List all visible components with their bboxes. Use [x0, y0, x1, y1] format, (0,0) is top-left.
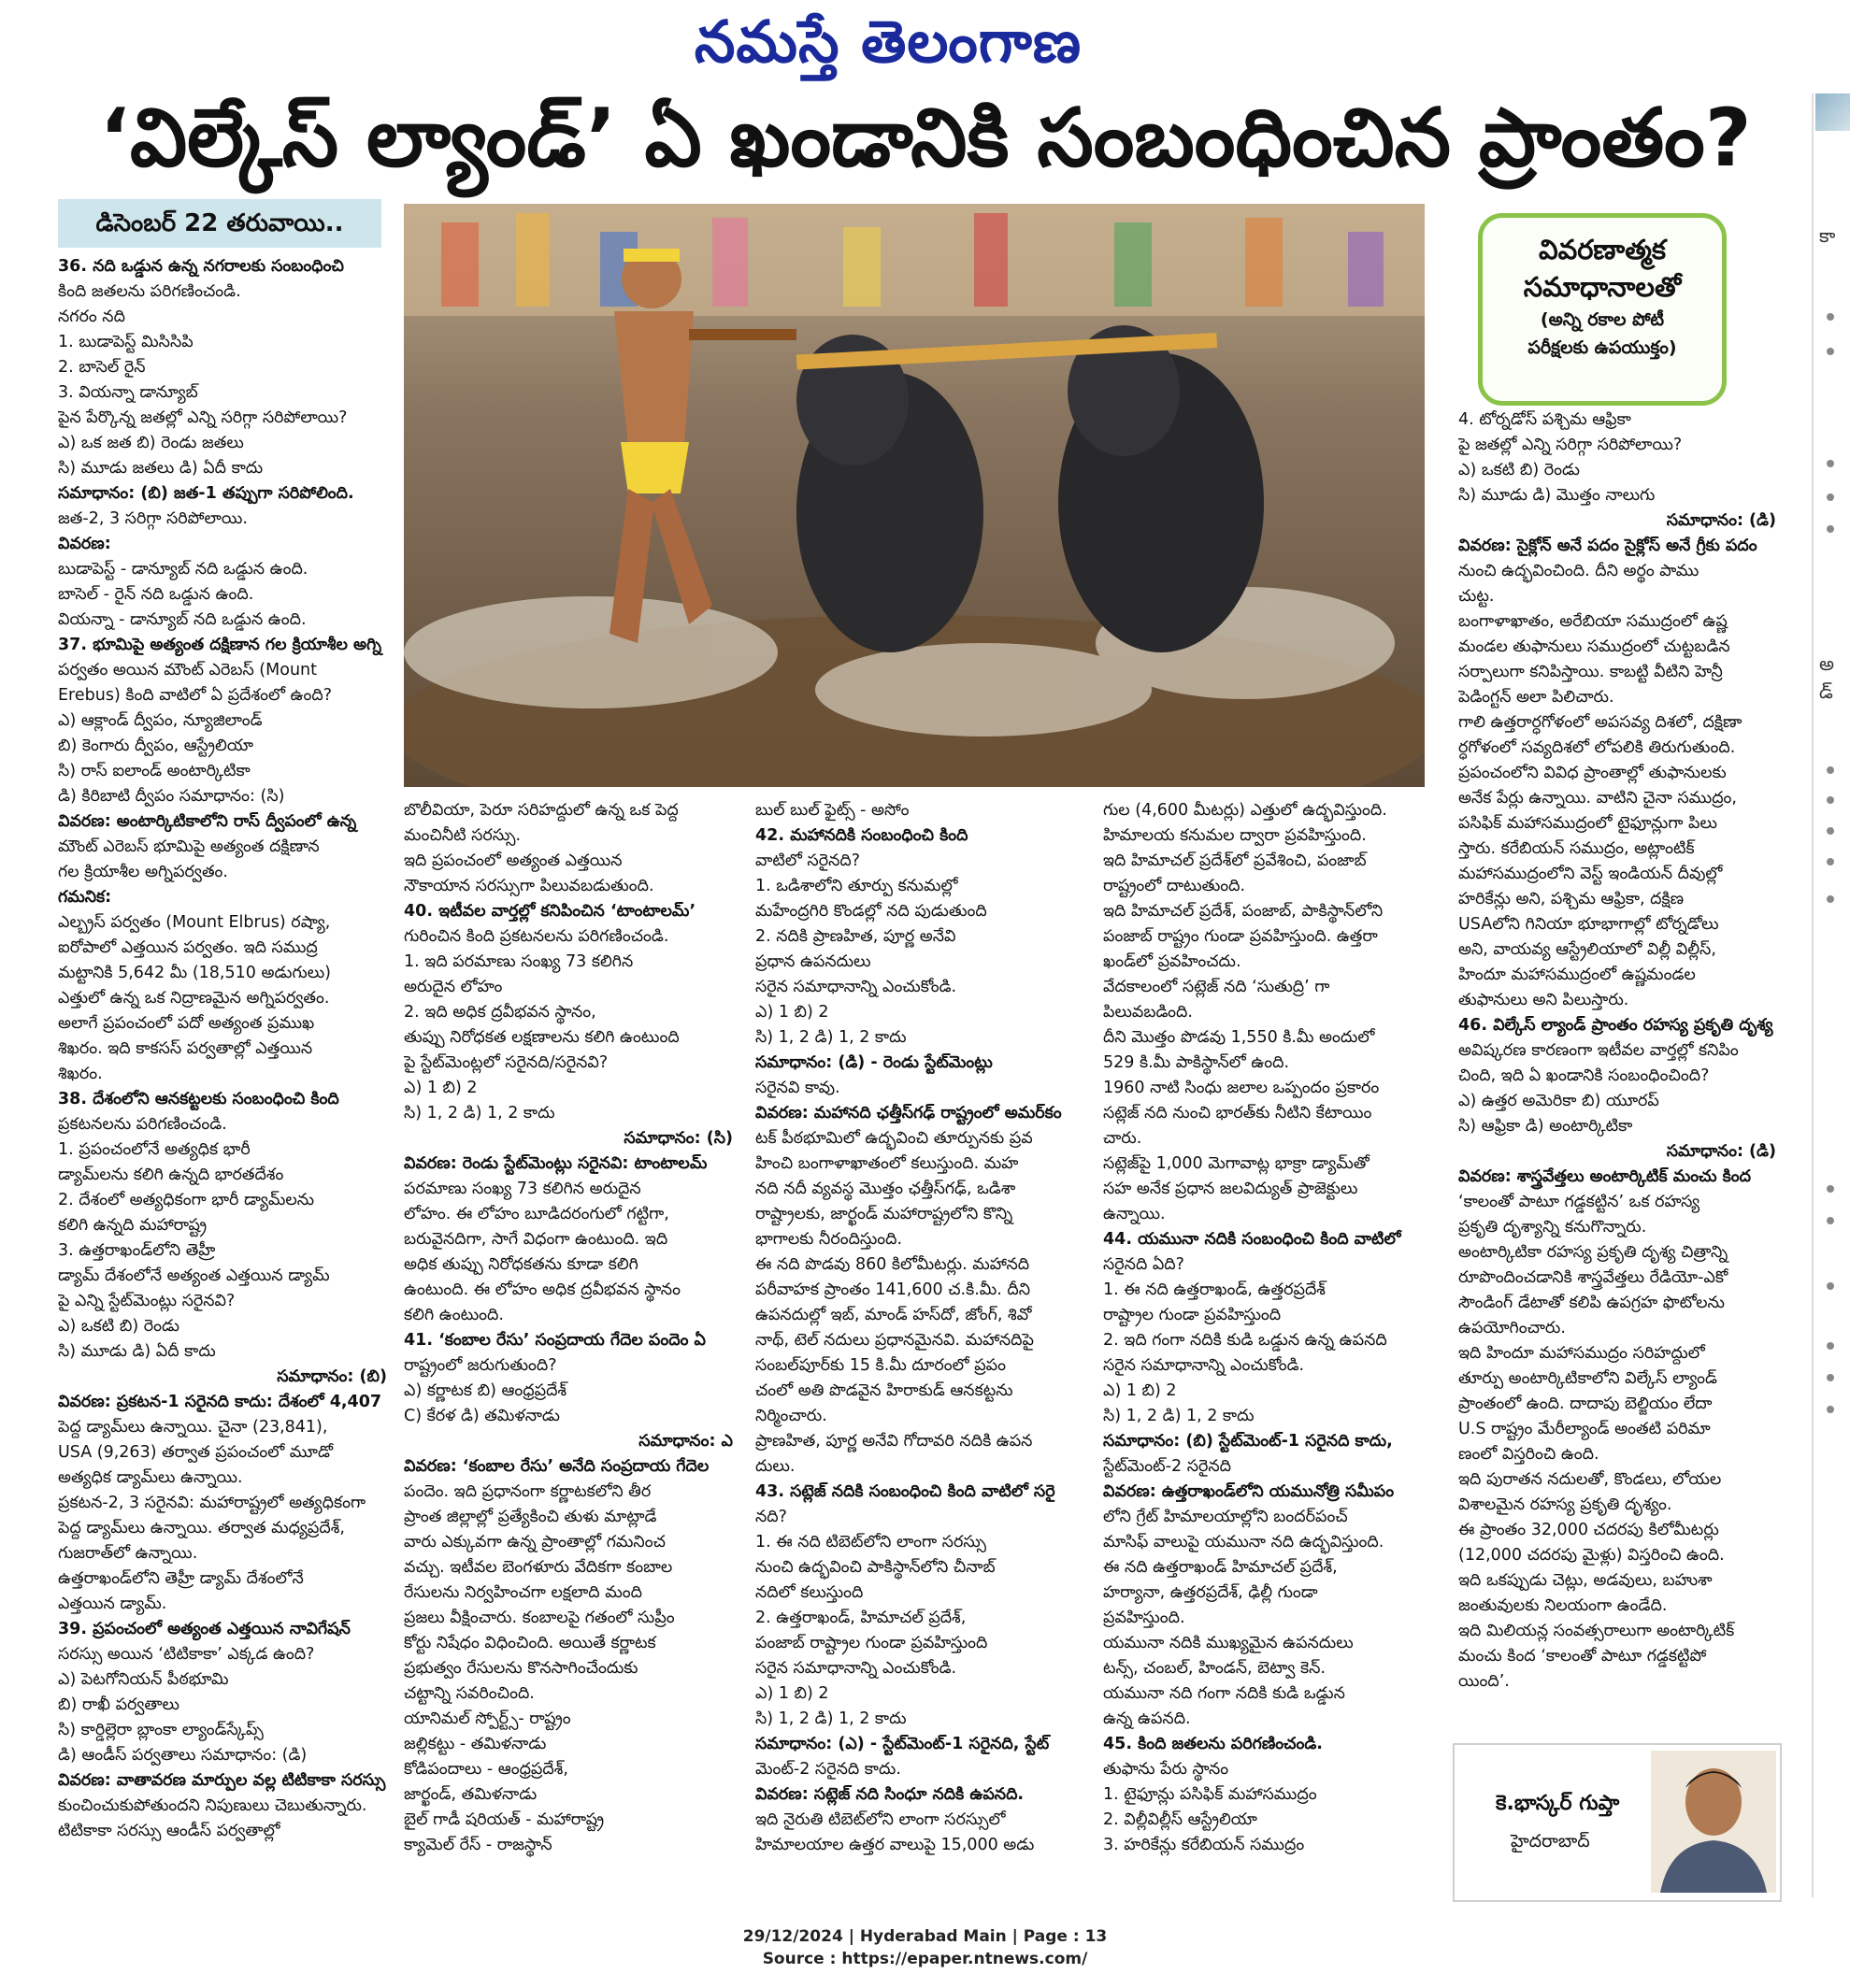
article-line: అని, వాయవ్య ఆస్ట్రేలియాలో విల్లీ విల్లీస్, — [1458, 940, 1716, 959]
article-line: సహ అనేక ప్రధాన జలవిద్యుత్ ప్రాజెక్టులు — [1103, 1180, 1358, 1198]
article-line: 1. ఇది పరమాణు సంఖ్య 73 కలిగిన — [404, 952, 634, 971]
article-line: నది? — [755, 1508, 787, 1526]
article-line: ఎల్బ్రస్ పర్వతం (Mount Elbrus) రష్యా, — [58, 913, 331, 932]
article-line: జల్లికట్టు - తమిళనాడు — [404, 1735, 547, 1753]
article-line: వారు ఎక్కువగా ఉన్న ప్రాంతాల్లో గమనించ — [404, 1533, 666, 1552]
article-line: ఇది హిమాచల్ ప్రదేశ్‌లో ప్రవేశించి, పంజాబ్ — [1103, 851, 1367, 870]
article-line: రేసులను నిర్వహించగా లక్షలాది మంది — [404, 1583, 642, 1602]
article-line: 37. భూమిపై అత్యంత దక్షిణాన గల క్రియాశీల అగ్ని — [58, 636, 382, 654]
article-line: సరైన సమాధానాన్ని ఎంచుకోండి. — [755, 1659, 957, 1678]
strip-dot — [1827, 1406, 1834, 1413]
article-line: సి) 1, 2 డి) 1, 2 కాదు — [1103, 1407, 1255, 1425]
article-line: డ్యామ్‌లను కలిగి ఉన్నది భారతదేశం — [58, 1166, 284, 1184]
article-line: ప్రకృతి దృశ్యాన్ని కనుగొన్నారు. — [1458, 1218, 1647, 1237]
article-line: సౌండింగ్ డేటాతో కలిపి ఉపగ్రహ ఫొటోలను — [1458, 1294, 1725, 1312]
article-line: బుల్ బుల్ ఫైట్స్ - అసోం — [755, 801, 910, 820]
article-line: ఇది ప్రపంచంలో అత్యంత ఎత్తయిన — [404, 851, 623, 870]
article-line: సి) 1, 2 డి) 1, 2 కాదు — [755, 1028, 907, 1047]
article-line: సరైనది ఏది? — [1103, 1255, 1184, 1274]
article-line: 3. వియన్నా డాన్యూబ్ — [58, 383, 198, 402]
article-line: ప్రకటనలను పరిగణించండి. — [58, 1115, 227, 1134]
article-line: మంచినీటి సరస్సు. — [404, 826, 522, 845]
article-line: వాటిలో సరైనది? — [755, 851, 861, 870]
article-line: డ్యామ్ దేశంలోనే అత్యంత ఎత్తయిన డ్యామ్ — [58, 1266, 330, 1285]
article-line: అలాగే ప్రపంచంలో పదో అత్యంత ప్రముఖ — [58, 1014, 315, 1033]
article-line: సి) 1, 2 డి) 1, 2 కాదు — [404, 1104, 555, 1123]
article-line: ఎ) ఉత్తర అమెరికా బి) యూరప్ — [1458, 1092, 1659, 1110]
article-line: వివరణ: మహానది ఛత్తీస్‌గఢ్ రాష్ట్రంలో అమర్‌కం — [755, 1104, 1062, 1123]
article-line: ఐరోపాలో ఎత్తయిన పర్వతం. ఇది సముద్ర — [58, 938, 318, 957]
column-4 — [1103, 798, 1432, 1858]
article-line: పెద్ద డ్యామ్‌లు ఉన్నాయి. చైనా (23,841), — [58, 1418, 328, 1437]
author-photo — [1651, 1751, 1776, 1893]
article-line: అరుదైన లోహం — [404, 978, 503, 996]
article-line: డి) ఆండీస్ పర్వతాలు సమాధానం: (డి) — [58, 1746, 308, 1765]
strip-dot — [1827, 827, 1834, 835]
article-line: టిటికాకా సరస్సు ఆండీస్ పర్వతాల్లో — [58, 1822, 280, 1840]
strip-text-3: డ్ — [1819, 680, 1833, 703]
article-line: ప్రాణహిత, పూర్ణ అనేవి గోదావరి నదికి ఉపన — [755, 1432, 1033, 1451]
article-line: ఉన్నాయి. — [1103, 1205, 1166, 1223]
article-line: సమాధానం: (ఎ) - స్టేట్‌మెంట్-1 సరైనది, స్టేట్ — [755, 1735, 1050, 1753]
article-line: చారు. — [1103, 1129, 1142, 1148]
article-line: రాష్ట్రాలకు, జార్ఖండ్ మహారాష్ట్రలోని కొన్ని — [755, 1205, 1013, 1223]
article-line: సమాధానం: (డి) — [1666, 511, 1776, 530]
article-line: మంచు కింద ‘కాలంతో పాటూ గడ్డకట్టిపో — [1458, 1647, 1707, 1666]
article-line: 1. ఈ నది టిబెట్‌లోని లాంగా సరస్సు — [755, 1533, 987, 1552]
article-line: సట్లెజ్‌పై 1,000 మెగావాట్ల భాక్రా డ్యామ్‌తో — [1103, 1154, 1370, 1173]
article-line: వివరణ: ఉత్తరాఖండ్‌లోని యమునోత్రి సమీపం — [1103, 1482, 1395, 1501]
article-line: సమాధానం: (సి) — [624, 1129, 733, 1148]
strip-dot — [1827, 796, 1834, 804]
strip-dot — [1827, 1374, 1834, 1381]
article-line: ఈ ప్రాంతం 32,000 చదరపు కిలోమీటర్లు — [1458, 1521, 1719, 1539]
article-line: USAలోని గినియా భూభాగాల్లో టోర్నడోలు — [1458, 915, 1719, 934]
article-line: బరువైనదిగా, సాగే విధంగా ఉంటుంది. ఇది — [404, 1230, 668, 1249]
article-line: ప్రకటన-2, 3 సరైనవి: మహారాష్ట్రలో అత్యధికంగా — [58, 1494, 366, 1512]
strip-dot — [1827, 1185, 1834, 1193]
article-line: 2. నదికి ప్రాణహిత, పూర్ణ అనేవి — [755, 927, 956, 946]
article-line: వివరణ: శాస్త్రవేత్తలు అంటార్కిటిక్ మంచు కింద — [1458, 1167, 1751, 1186]
strip-dot — [1827, 1342, 1834, 1350]
article-line: ఎ) ఒక జత బి) రెండు జతలు — [58, 434, 244, 452]
article-line: ప్రవహిస్తుంది. — [1103, 1609, 1185, 1627]
article-line: C) కేరళ డి) తమిళనాడు — [404, 1407, 560, 1425]
article-line: సరైన సమాధానాన్ని ఎంచుకోండి. — [1103, 1356, 1305, 1375]
article-line: వివరణ: సట్లెజ్ నది సింధూ నదికి ఉపనది. — [755, 1785, 1025, 1804]
article-line: భాగాలకు నీరందిస్తుంది. — [755, 1230, 903, 1249]
article-line: అత్యధిక డ్యామ్‌లు ఉన్నాయి. — [58, 1468, 243, 1487]
article-line: 38. దేశంలోని ఆనకట్టలకు సంబంధించి కింది — [58, 1090, 339, 1108]
kambala-photo-illustration — [404, 204, 1425, 787]
article-line: సి) రాస్ ఐలాండ్ అంటార్కిటికా — [58, 762, 251, 780]
article-line: పరమాణు సంఖ్య 73 కలిగిన అరుదైన — [404, 1180, 641, 1198]
strip-dot — [1827, 858, 1834, 865]
article-line: క్యామెల్ రేస్ - రాజస్థాన్ — [404, 1836, 552, 1854]
article-line: పై జతల్లో ఎన్ని సరిగ్గా సరిపోలాయి? — [1458, 436, 1683, 454]
article-line: 1. బుడాపెస్ట్ మిసిసిపి — [58, 333, 194, 351]
info-box-line1: వివరణాత్మక — [1539, 234, 1666, 265]
article-line: 2. బాసెల్ రైన్ — [58, 358, 146, 377]
strip-dot — [1827, 493, 1834, 501]
article-line: ప్రజలు వీక్షించారు. కంబాలపై గతంలో సుప్రీం — [404, 1609, 675, 1627]
article-line: రూపొందించడానికి శాస్త్రవేత్తలు రేడియో-ఎకో — [1458, 1268, 1728, 1287]
article-line: ఉత్తరాఖండ్‌లోని తెహ్రీ డ్యామ్ దేశంలోనే — [58, 1569, 304, 1588]
article-line: ప్రభుత్వం రేసులను కొనసాగించేందుకు — [404, 1659, 638, 1678]
article-line: 44. యమునా నదికి సంబంధించి కింది వాటిలో — [1103, 1230, 1401, 1249]
article-line: ఎ) 1 బి) 2 — [755, 1684, 829, 1703]
article-line: 529 కి.మీ పాకిస్థాన్‌లో ఉంది. — [1103, 1053, 1290, 1072]
strip-text-2: అ — [1819, 652, 1834, 675]
article-line: సి) మూడు డి) ఏదీ కాదు — [58, 1342, 216, 1361]
article-line: హర్యానా, ఉత్తరప్రదేశ్, ఢిల్లీ గుండా — [1103, 1583, 1318, 1602]
column-2 — [404, 798, 733, 1858]
article-line: ఉపయోగించారు. — [1458, 1319, 1566, 1337]
article-line: శిఖరం. — [58, 1065, 103, 1083]
article-line: హించి బంగాళాఖాతంలో కలుస్తుంది. మహ — [755, 1154, 1019, 1173]
article-line: నుంచి ఉద్భవించింది. దీని అర్థం పాము — [1458, 562, 1699, 580]
article-line: జంతువులకు నిలయంగా ఉండేది. — [1458, 1596, 1668, 1615]
article-line: వివరణ: అంటార్కిటికాలోని రాస్ ద్వీపంలో ఉన్న — [58, 812, 357, 831]
article-line: మహేంద్రగిరి కొండల్లో నది పుడుతుంది — [755, 902, 987, 921]
article-line: రాష్ట్రంలో దాటుతుంది. — [1103, 877, 1246, 895]
article-line: ‘కాలంతో పాటూ గడ్డకట్టిన’ ఒక రహస్య — [1458, 1193, 1700, 1211]
column-1 — [58, 254, 387, 1844]
article-line: Erebus) కింది వాటిలో ఏ ప్రదేశంలో ఉంది? — [58, 686, 333, 705]
article-line: తూర్పు అంటార్కిటికాలోని విల్కేస్ ల్యాండ్ — [1458, 1369, 1717, 1388]
article-line: 2. ఉత్తరాఖండ్, హిమాచల్ ప్రదేశ్, — [755, 1609, 967, 1627]
strip-dot — [1827, 1217, 1834, 1224]
article-line: స్తారు. కరేబియన్ సముద్రం, అట్లాంటిక్ — [1458, 839, 1695, 858]
article-line: వేదకాలంలో సట్లెజ్ నది ‘సుతుద్రి’ గా — [1103, 978, 1330, 996]
article-line: సమాధానం: (డి) - రెండు స్టేట్‌మెంట్లు — [755, 1053, 993, 1072]
article-line: బొలీవియా, పెరూ సరిహద్దులో ఉన్న ఒక పెద్ద — [404, 801, 679, 820]
article-line: ఎత్తులో ఉన్న ఒక నిద్రాణమైన అగ్నిపర్వతం. — [58, 989, 330, 1008]
article-line: చింది, ఇది ఏ ఖండానికి సంబంధించింది? — [1458, 1066, 1710, 1085]
article-line: 43. సట్లెజ్ నదికి సంబంధించి కింది వాటిలో సరై — [755, 1482, 1055, 1501]
article-line: USA (9,263) తర్వాత ప్రపంచంలో మూడో — [58, 1443, 334, 1462]
article-line: 46. విల్కేస్ ల్యాండ్ ప్రాంతం రహస్య ప్రకృతి దృశ్య — [1458, 1016, 1773, 1035]
column-3 — [755, 798, 1084, 1858]
article-line: జార్ఖండ్, తమిళనాడు — [404, 1785, 538, 1804]
article-line: 42. మహానదికి సంబంధించి కింది — [755, 826, 968, 845]
article-line: 2. ఇది అధిక ద్రవీభవన స్థానం, — [404, 1003, 596, 1022]
article-line: 1. ఒడిశాలోని తూర్పు కనుమల్లో — [755, 877, 958, 895]
article-line: ఉంటుంది. ఈ లోహం అధిక ద్రవీభవన స్థానం — [404, 1280, 681, 1299]
article-line: స్టేట్‌మెంట్-2 సరైనది — [1103, 1457, 1232, 1476]
article-line: పెడింగ్టన్ అలా పిలిచారు. — [1458, 688, 1614, 707]
article-line: పై స్టేట్‌మెంట్లలో సరైనది/సరైనవి? — [404, 1053, 609, 1072]
article-line: మౌంట్ ఎరెబస్ భూమిపై అత్యంత దక్షిణాన — [58, 837, 320, 856]
article-line: ఎ) 1 బి) 2 — [755, 1003, 829, 1022]
article-line: ఎత్తయిన డ్యామ్. — [58, 1595, 167, 1613]
article-line: యమునా నదికి ముఖ్యమైన ఉపనదులు — [1103, 1634, 1354, 1652]
article-line: 1. టైఫూన్లు పసిఫిక్ మహాసముద్రం — [1103, 1785, 1317, 1804]
article-line: సి) మూడు డి) మొత్తం నాలుగు — [1458, 486, 1656, 505]
article-line: సరస్సు అయిన ‘టిటికాకా’ ఎక్కడ ఉంది? — [58, 1645, 315, 1664]
article-line: ప్రాంతంలో ఉంది. దాదాపు బెల్జియం లేదా — [1458, 1394, 1713, 1413]
article-line: ఎ) ఆక్లాండ్ ద్వీపం, న్యూజిలాండ్ — [58, 711, 263, 730]
article-line: 2. ఇది గంగా నదికి కుడి ఒడ్డున ఉన్న ఉపనది — [1103, 1331, 1387, 1350]
article-line: మట్టానికి 5,642 మీ (18,510 అడుగులు) — [58, 964, 331, 982]
article-line: బాసెల్ - రైన్ నది ఒడ్డున ఉంది. — [58, 585, 254, 604]
article-line: బైల్ గాడీ షరియత్ - మహారాష్ట్ర — [404, 1810, 605, 1829]
article-line: నిర్మించారు. — [755, 1407, 827, 1425]
adjacent-page-strip — [1812, 93, 1850, 1897]
article-line: ఈ నది ఉత్తరాఖండ్ హిమాచల్ ప్రదేశ్, — [1103, 1558, 1338, 1577]
article-line: వచ్చు. ఇటీవల బెంగళూరు వేదికగా కంబాల — [404, 1558, 673, 1577]
article-line: U.S రాష్ట్రం మేరీల్యాండ్ అంతటి పరిమా — [1458, 1420, 1711, 1438]
author-box — [1453, 1743, 1782, 1902]
article-line: అనేక పేర్లు ఉన్నాయి. వాటిని చైనా సముద్రం, — [1458, 789, 1737, 808]
article-line: హిమాలయ కనుమల ద్వారా ప్రవహిస్తుంది. — [1103, 826, 1367, 845]
article-line: ర్ధగోళంలో సవ్యదిశలో లోపలికి తిరుగుతుంది. — [1458, 738, 1736, 757]
article-line: హిందూ మహాసముద్రంలో ఉష్ణమండల — [1458, 965, 1696, 984]
author-avatar-icon — [1651, 1751, 1776, 1893]
article-line: నది నదీ వ్యవస్థ మొత్తం ఛత్తీస్‌గఢ్, ఒడిశా — [755, 1180, 1016, 1198]
article-line: ఉన్న ఉపనది. — [1103, 1709, 1191, 1728]
article-line: ఉపనదుల్లో ఇబ్, మాండ్ హస్‌దో, జోంగ్, శివో — [755, 1306, 1032, 1324]
article-line: సి) ఆఫ్రికా డి) అంటార్కిటికా — [1458, 1117, 1633, 1136]
article-line: బి) రాఖీ పర్వతాలు — [58, 1695, 179, 1714]
article-line: 3. ఉత్తరాఖండ్‌లోని తెహ్రీ — [58, 1241, 216, 1260]
article-line: సరైనవి కావు. — [755, 1079, 840, 1097]
article-line: డి) కిరిబాటి ద్వీపం సమాధానం: (సి) — [58, 787, 285, 806]
article-line: చుట్ట. — [1458, 587, 1495, 606]
article-line: 36. నది ఒడ్డున ఉన్న నగరాలకు సంబంధించి — [58, 257, 344, 276]
strip-text-1: కా — [1819, 224, 1836, 247]
article-line: ఎ) ఒకటి బి) రెండు — [58, 1317, 179, 1336]
strip-dot — [1827, 1282, 1834, 1290]
article-line: పిలువబడింది. — [1103, 1003, 1193, 1022]
article-line: 41. ‘కంబాల రేసు’ సంప్రదాయ గేదెల పందెం ఏ — [404, 1331, 706, 1350]
article-line: నాథ్, టెల్ నదులు ప్రధానమైనవి. మహానదిపై — [755, 1331, 1034, 1350]
article-line: పంజాబ్ రాష్ట్రాల గుండా ప్రవహిస్తుంది — [755, 1634, 988, 1652]
article-line: గుల (4,600 మీటర్లు) ఎత్తులో ఉద్భవిస్తుంది. — [1103, 801, 1387, 820]
article-line: వివరణ: వాతావరణ మార్పుల వల్ల టిటికాకా సరస్సు — [58, 1771, 386, 1790]
article-line: మహాసముద్రంలోని వెస్ట్ ఇండియన్ దీవుల్లో — [1458, 865, 1723, 883]
article-line: టన్స్, చంబల్, హిండన్, బెట్వా కెన్. — [1103, 1659, 1326, 1678]
article-line: పంజాబ్ రాష్ట్రం గుండా ప్రవహిస్తుంది. ఉత్తరా — [1103, 927, 1378, 946]
strip-dot — [1827, 895, 1834, 903]
article-line: ఎ) ఒకటి బి) రెండు — [1458, 461, 1580, 479]
article-line: సమాధానం: ఎ — [638, 1432, 733, 1451]
article-line: యమునా నది గంగా నదికి కుడి ఒడ్డున — [1103, 1684, 1345, 1703]
article-line: ఎ) కర్ణాటక బి) ఆంధ్రప్రదేశ్ — [404, 1381, 567, 1400]
article-line: నదిలో కలుస్తుంది — [755, 1583, 864, 1602]
article-line: అవిష్కరణ కారణంగా ఇటీవల వార్తల్లో కనిపిం — [1458, 1041, 1739, 1060]
article-line: తుప్పు నిరోధకత లక్షణాలను కలిగి ఉంటుంది — [404, 1028, 680, 1047]
article-line: హరికేన్లు అని, పశ్చిమ ఆఫ్రికా, దక్షిణ — [1458, 890, 1685, 908]
article-line: ఇది మిలియన్ల సంవత్సరాలుగా అంటార్కిటిక్ — [1458, 1622, 1735, 1640]
article-line: సరైన సమాధానాన్ని ఎంచుకోండి. — [755, 978, 957, 996]
article-line: 1. ప్రపంచంలోనే అత్యధిక భారీ — [58, 1140, 251, 1159]
article-line: ఇది పురాతన నదులతో, కొండలు, లోయల — [1458, 1470, 1722, 1489]
author-city: హైదరాబాద్ — [1511, 1831, 1590, 1852]
article-line: గాలి ఉత్తరార్ధగోళంలో అపసవ్య దిశలో, దక్షిణా — [1458, 713, 1742, 732]
article-line: ఇది ఒకప్పుడు చెట్లు, అడవులు, బహుశా — [1458, 1571, 1713, 1590]
footer-date-edition: 29/12/2024 | Hyderabad Main | Page : 13 — [742, 1927, 1108, 1946]
article-line: వివరణ: ‘కంబాల రేసు’ అనేది సంప్రదాయ గేదెల — [404, 1457, 710, 1476]
article-line: పర్వతం అయిన మౌంట్ ఎరెబస్ (Mount — [58, 661, 317, 679]
article-line: గురించిన కింది ప్రకటనలను పరిగణించండి. — [404, 927, 669, 946]
article-line: కోర్టు నిషేధం విధించింది. అయితే కర్ణాటక — [404, 1634, 656, 1652]
article-line: ఇది హిమాచల్ ప్రదేశ్, పంజాబ్, పాకిస్థాన్‌లోని — [1103, 902, 1384, 921]
article-line: సమాధానం: (బి) — [277, 1367, 387, 1386]
info-box — [1478, 213, 1727, 406]
article-line: 2. దేశంలో అత్యధికంగా భారీ డ్యామ్‌లను — [58, 1191, 315, 1209]
article-line: చంలో అతి పొడవైన హిరాకుడ్ ఆనకట్టను — [755, 1381, 1013, 1400]
article-line: దులు. — [755, 1457, 796, 1476]
article-line: సి) కార్డిల్లెరా బ్లాంకా ల్యాండ్‌స్కేప్స్ — [58, 1721, 264, 1739]
article-line: మాసిఫ్ వాలుపై యమునా నది ఉద్భవిస్తుంది. — [1103, 1533, 1384, 1552]
article-line: ప్రాంత జిల్లాల్లో ప్రత్యేకించి తుళు మాట్లాడే — [404, 1508, 657, 1526]
kambala-photo — [404, 204, 1425, 787]
article-line: అధిక తుప్పు నిరోధకతను కూడా కలిగి — [404, 1255, 638, 1274]
article-line: వివరణ: — [58, 535, 111, 553]
strip-dot — [1827, 313, 1834, 321]
article-line: వివరణ: రెండు స్టేట్‌మెంట్లు సరైనవి: టాంటాలమ్ — [404, 1154, 708, 1173]
headline: ‘విల్కేస్ ల్యాండ్’ ఏ ఖండానికి సంబంధించిన ప్రాంతం? — [99, 92, 1752, 185]
article-line: శిఖరం. ఇది కాకసస్ పర్వతాల్లో ఎత్తయిన — [58, 1039, 313, 1058]
article-line: వివరణ: ప్రకటన-1 సరైనది కాదు: దేశంలో 4,407 — [58, 1393, 382, 1411]
article-line: ఈ నది పొడవు 860 కిలోమీటర్లు. మహానది — [755, 1255, 1030, 1274]
strip-dot — [1827, 525, 1834, 533]
author-name: కె.భాస్కర్ గుప్తా — [1496, 1792, 1620, 1815]
footer-source: Source : https://epaper.ntnews.com/ — [762, 1950, 1088, 1968]
info-box-line2: సమాధానాలతో — [1523, 271, 1682, 303]
article-line: జత-2, 3 సరిగ్గా సరిపోలాయి. — [58, 509, 248, 528]
article-line: సి) మూడు జతలు డి) ఏదీ కాదు — [58, 459, 264, 478]
article-line: కోడిపందాలు - ఆంధ్రప్రదేశ్, — [404, 1760, 568, 1779]
page-footer — [0, 1925, 1850, 1970]
article-line: తుఫానులు అని పిలుస్తారు. — [1458, 991, 1629, 1009]
article-line: సమాధానం: (డి) — [1666, 1142, 1776, 1161]
strip-dot — [1827, 460, 1834, 467]
article-line: 2. విల్లీవిల్లీస్ ఆస్ట్రేలియా — [1103, 1810, 1257, 1829]
strip-dot — [1827, 766, 1834, 774]
article-line: దీని మొత్తం పొడవు 1,550 కి.మీ అందులో — [1103, 1028, 1375, 1047]
article-line: ఎ) పెటగోనియన్ పీఠభూమి — [58, 1670, 229, 1689]
article-line: పసిఫిక్ మహాసముద్రంలో టైఫూన్లుగా పిలు — [1458, 814, 1717, 833]
strip-dot — [1827, 348, 1834, 355]
article-line: ప్రపంచంలోని వివిధ ప్రాంతాల్లో తుఫానులకు — [1458, 764, 1727, 782]
article-line: యింది’. — [1458, 1672, 1510, 1691]
article-line: కలిగి ఉంటుంది. — [404, 1306, 504, 1324]
article-line: వివరణ: సైక్లోన్ అనే పదం సైక్లోస్ అనే గ్రీకు పదం — [1458, 536, 1757, 555]
article-line: యానిమల్ స్పోర్ట్స్- రాష్ట్రం — [404, 1709, 571, 1728]
article-line: పై ఎన్ని స్టేట్‌మెంట్లు సరైనవి? — [58, 1292, 236, 1310]
article-line: తుఫాను పేరు స్థానం — [1103, 1760, 1229, 1779]
article-line: ప్రధాన ఉపనదులు — [755, 952, 871, 971]
article-line: గుజరాత్‌లో ఉన్నాయి. — [58, 1544, 198, 1563]
article-line: నగరం నది — [58, 307, 125, 326]
article-line: మెంట్-2 సరైనది కాదు. — [755, 1760, 901, 1779]
article-line: హిమాలయాల ఉత్తర వాలుపై 15,000 అడు — [755, 1836, 1035, 1854]
article-line: 3. హరికేన్లు కరేబియన్ సముద్రం — [1103, 1836, 1305, 1854]
article-line: బి) కెంగారు ద్వీపం, ఆస్ట్రేలియా — [58, 737, 253, 755]
article-line: సమాధానం: (బి) స్టేట్‌మెంట్-1 సరైనది కాదు, — [1103, 1432, 1393, 1451]
strip-thumbnail — [1815, 93, 1850, 131]
article-line: పైన పేర్కొన్న జతల్లో ఎన్ని సరిగ్గా సరిపోలాయి? — [58, 408, 348, 427]
article-line: 1960 నాటి సింధు జలాల ఒప్పందం ప్రకారం — [1103, 1079, 1380, 1097]
article-line: కలిగి ఉన్నది మహారాష్ట్ర — [58, 1216, 208, 1235]
article-line: బంగాళాఖాతం, అరేబియా సముద్రంలో ఉష్ణ — [1458, 612, 1728, 631]
article-line: గమనిక: — [58, 888, 112, 907]
article-line: సి) 1, 2 డి) 1, 2 కాదు — [755, 1709, 907, 1728]
article-line: 4. టోర్నడోస్ పశ్చిమ ఆఫ్రికా — [1458, 410, 1631, 429]
article-line: 40. ఇటీవల వార్తల్లో కనిపించిన ‘టాంటాలమ్’ — [404, 902, 696, 921]
article-line: (12,000 చదరపు మైళ్లు) విస్తరించి ఉంది. — [1458, 1546, 1725, 1565]
article-line: 1. ఈ నది ఉత్తరాఖండ్, ఉత్తరప్రదేశ్ — [1103, 1280, 1326, 1299]
article-line: చట్టాన్ని సవరించింది. — [404, 1684, 535, 1703]
info-box-line3: (అన్ని రకాల పోటీ — [1540, 309, 1665, 330]
article-line: నౌకాయాన సరస్సుగా పిలువబడుతుంది. — [404, 877, 654, 895]
article-line: విశాలమైన రహస్య ప్రకృతి దృశ్యం. — [1458, 1495, 1672, 1514]
article-line: సర్పాలుగా కనిపిస్తాయి. కాబట్టి వీటిని హెన్రీ — [1458, 663, 1723, 681]
article-line: ఎ) 1 బి) 2 — [1103, 1381, 1177, 1400]
column-5 — [1458, 408, 1776, 1695]
masthead-logo: నమస్తే తెలంగాణ — [694, 7, 1083, 76]
article-line: ఇది హిందూ మహాసముద్రం సరిహద్దులో — [1458, 1344, 1705, 1363]
article-line: సంబల్‌పూర్‌కు 15 కి.మీ దూరంలో ప్రపం — [755, 1356, 1006, 1375]
article-line: 45. కింది జతలను పరిగణించండి. — [1103, 1735, 1323, 1753]
article-line: గల క్రియాశీల అగ్నిపర్వతం. — [58, 863, 228, 881]
continuation-tag: డిసెంబర్ 22 తరువాయి.. — [58, 199, 381, 248]
article-line: ఖండ్‌లో ప్రవహించదు. — [1103, 952, 1241, 971]
article-line: సమాధానం: (బి) జత-1 తప్పుగా సరిపోలింది. — [58, 484, 354, 503]
article-line: రాష్ట్రాల గుండా ప్రవహిస్తుంది — [1103, 1306, 1282, 1324]
article-line: 39. ప్రపంచంలో అత్యంత ఎత్తయిన నావిగేషన్ — [58, 1620, 351, 1638]
article-line: మండల తుఫానులు సముద్రంలో చుట్టబడిన — [1458, 637, 1730, 656]
article-line: సట్లెజ్ నది నుంచి భారత్‌కు నీటిని కేటాయిం — [1103, 1104, 1372, 1123]
article-line: బుడాపెస్ట్ - డాన్యూబ్ నది ఒడ్డున ఉంది. — [58, 560, 308, 579]
article-line: పెద్ద డ్యామ్‌లు ఉన్నాయి. తర్వాత మధ్యప్రదేశ్, — [58, 1519, 345, 1537]
article-line: నుంచి ఉద్భవించి పాకిస్థాన్‌లోని చీనాబ్ — [755, 1558, 996, 1577]
article-line: టక్ పీఠభూమిలో ఉద్భవించి తూర్పునకు ప్రవ — [755, 1129, 1033, 1148]
article-line: రాష్ట్రంలో జరుగుతుంది? — [404, 1356, 557, 1375]
article-line: కింది జతలను పరిగణించండి. — [58, 282, 241, 301]
article-line: లోని గ్రేట్ హిమాలయాల్లోని బందర్‌పంచ్ — [1103, 1508, 1348, 1526]
article-line: పరీవాహక ప్రాంతం 141,600 చ.కి.మీ. దీని — [755, 1280, 1031, 1299]
article-line: అంటార్కిటికా రహస్య ప్రకృతి దృశ్య చిత్రాన్ని — [1458, 1243, 1728, 1262]
article-line: వియన్నా - డాన్యూబ్ నది ఒడ్డున ఉంది. — [58, 610, 307, 629]
article-line: ఎ) 1 బి) 2 — [404, 1079, 478, 1097]
article-line: ణంలో విస్తరించి ఉంది. — [1458, 1445, 1599, 1464]
info-box-line4: పరీక్షలకు ఉపయుక్తం) — [1527, 337, 1677, 358]
article-line: కుంచించుకుపోతుందని నిపుణులు చెబుతున్నారు. — [58, 1796, 367, 1815]
article-line: పందెం. ఇది ప్రధానంగా కర్ణాటకలోని తీర — [404, 1482, 652, 1501]
article-line: ఇది నైరుతి టిబెట్‌లోని లాంగా సరస్సులో — [755, 1810, 1006, 1829]
article-line: లోహం. ఈ లోహం బూడిదరంగులో గట్టిగా, — [404, 1205, 669, 1223]
